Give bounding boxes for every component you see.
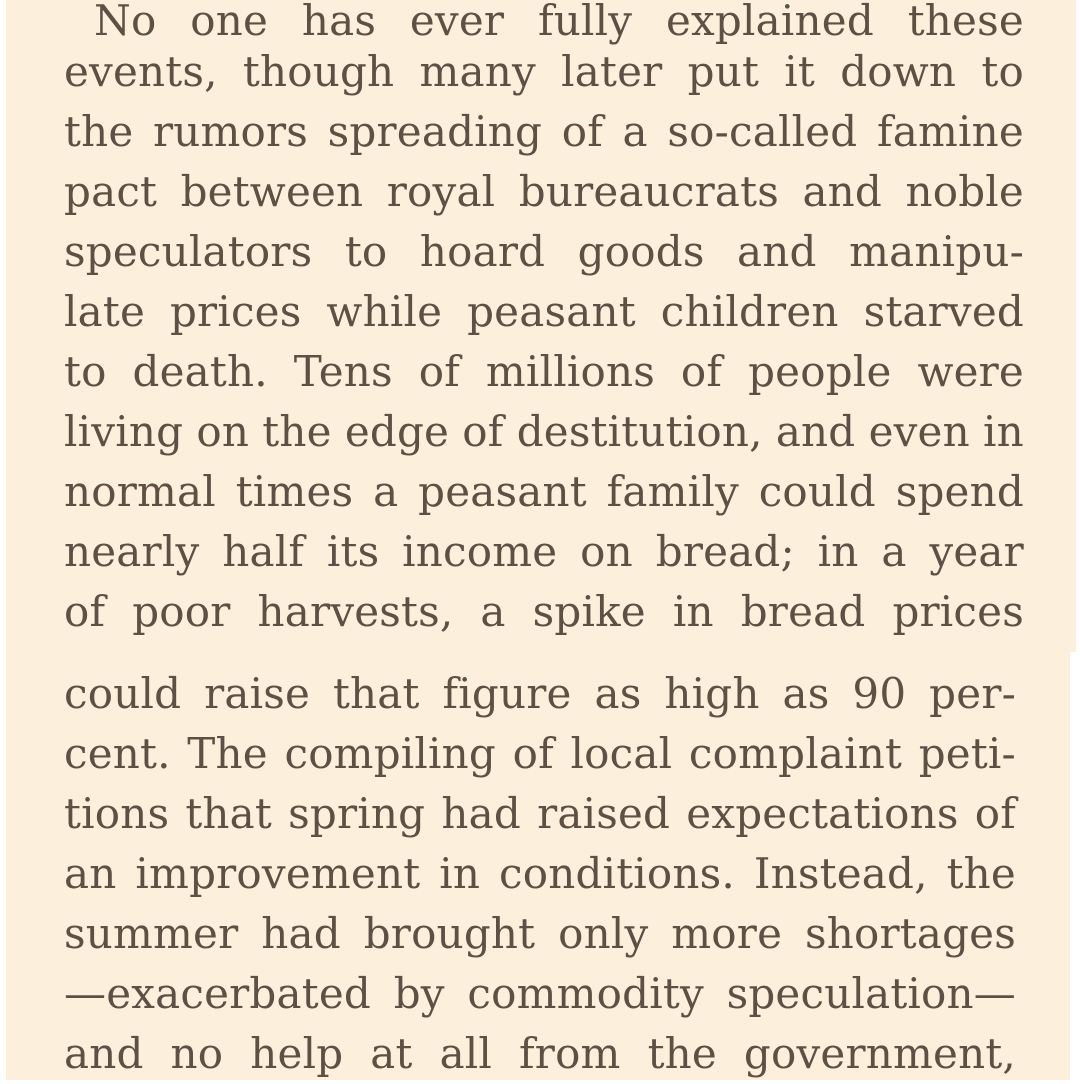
word: more [671,909,783,958]
word: on [196,407,250,456]
word: down [840,47,957,96]
word: expectations [686,789,959,838]
word: edge [344,407,450,456]
word: tions [64,789,170,838]
text-line [64,724,1016,784]
text-line [64,0,1024,45]
word: compiling [284,729,497,778]
word: between [180,167,364,216]
word: ever [409,0,505,45]
text-line [64,222,1024,282]
text-line [64,582,1024,642]
word: even [868,407,970,456]
word: bread; [655,527,795,576]
word: destitution, [516,407,763,456]
word: commodity [467,969,704,1018]
word: these [907,0,1024,45]
word: local [570,729,673,778]
word: that [332,669,420,718]
word: a [881,527,907,576]
word: 90 [852,669,907,718]
word: The [187,729,268,778]
word: and [775,407,856,456]
word: nearly [64,527,200,576]
word: rumors [152,107,309,156]
word: times [235,467,354,516]
word: had [441,789,521,838]
word: harvests, [257,587,454,636]
word: of [64,587,106,636]
word: fully [538,0,633,45]
word: improvement [135,849,421,898]
word: has [301,0,377,45]
word: so-called [667,107,858,156]
word: a [373,467,399,516]
word: and [802,167,883,216]
word: No [94,0,157,45]
word: in [983,407,1024,456]
word: complaint [688,729,903,778]
word: cent. [64,729,171,778]
word: one [190,0,269,45]
text-line [64,342,1024,402]
word: a [480,587,506,636]
word: normal [64,467,216,516]
word: to [981,47,1024,96]
word: children [660,287,839,336]
word: poor [132,587,231,636]
word: speculation— [726,969,1016,1018]
word: peasant [418,467,587,516]
word: government, [743,1029,1016,1078]
text-line [64,964,1016,1024]
word: shortages [805,909,1016,958]
word: conditions. [499,849,735,898]
word: of [418,347,460,396]
word: in [817,527,859,576]
word: prices [169,287,302,336]
word: spring [288,789,426,838]
word: to [64,347,107,396]
word: that [185,789,272,838]
word: from [519,1029,621,1078]
word: as [782,669,830,718]
word: Instead, [753,849,928,898]
word: raise [204,669,311,718]
word: the [647,1029,717,1078]
word: to [344,227,388,276]
word: were [917,347,1024,396]
word: brought [363,909,536,958]
word: high [664,669,760,718]
word: noble [905,167,1024,216]
word: many [419,47,536,96]
text-line [64,402,1024,462]
word: spend [895,467,1024,516]
word: family [606,467,739,516]
word: prices [892,587,1024,636]
word: events, [64,47,218,96]
word: peasant [467,287,636,336]
text-line [64,282,1024,342]
word: and [64,1029,144,1078]
word: help [250,1029,344,1078]
text-line [64,1024,1016,1084]
word: starved [863,287,1024,336]
word: hoard [419,227,546,276]
word: of [561,107,603,156]
text-line [64,664,1016,724]
word: per- [929,669,1016,718]
word: peti- [918,729,1016,778]
word: figure [442,669,572,718]
word: of [512,729,554,778]
word: as [594,669,642,718]
word: the [64,107,134,156]
word: no [170,1029,224,1078]
word: the [262,407,332,456]
word: a [622,107,648,156]
text-line [64,904,1016,964]
word: it [784,47,815,96]
text-line [64,42,1024,102]
text-line [64,462,1024,522]
word: all [439,1029,493,1078]
word: pact [64,167,158,216]
word: in [439,849,481,898]
word: could [64,669,182,718]
word: goods [577,227,705,276]
word: by [393,969,445,1018]
word: living [64,407,184,456]
word: Tens [293,347,393,396]
word: of [680,347,723,396]
word: speculators [64,227,313,276]
word: at [370,1029,413,1078]
text-line [64,784,1016,844]
word: bread [740,587,866,636]
word: only [558,909,649,958]
word: summer [64,909,239,958]
word: income [402,527,558,576]
word: half [222,527,305,576]
text-line [64,102,1024,162]
word: and [737,227,817,276]
word: though [242,47,395,96]
word: on [580,527,633,576]
word: death. [132,347,268,396]
text-line [64,522,1024,582]
word: —exacerbated [64,969,371,1018]
word: manipu- [849,227,1024,276]
word: of [974,789,1016,838]
lower-paragraph [64,664,1016,1084]
word: late [64,287,146,336]
word: later [561,47,663,96]
word: could [758,467,876,516]
word: spike [532,587,646,636]
text-line [64,844,1016,904]
word: the [946,849,1016,898]
word: royal [386,167,496,216]
word: while [326,287,443,336]
word: put [687,47,760,96]
upper-paragraph [64,0,1024,642]
word: famine [877,107,1024,156]
word: year [929,527,1024,576]
word: of [462,407,504,456]
word: bureaucrats [518,167,779,216]
word: an [64,849,117,898]
word: raised [537,789,671,838]
word: its [326,527,380,576]
text-line [64,162,1024,222]
word: millions [485,347,655,396]
word: spreading [327,107,543,156]
word: had [261,909,341,958]
word: people [748,347,892,396]
word: explained [665,0,874,45]
word: in [672,587,714,636]
